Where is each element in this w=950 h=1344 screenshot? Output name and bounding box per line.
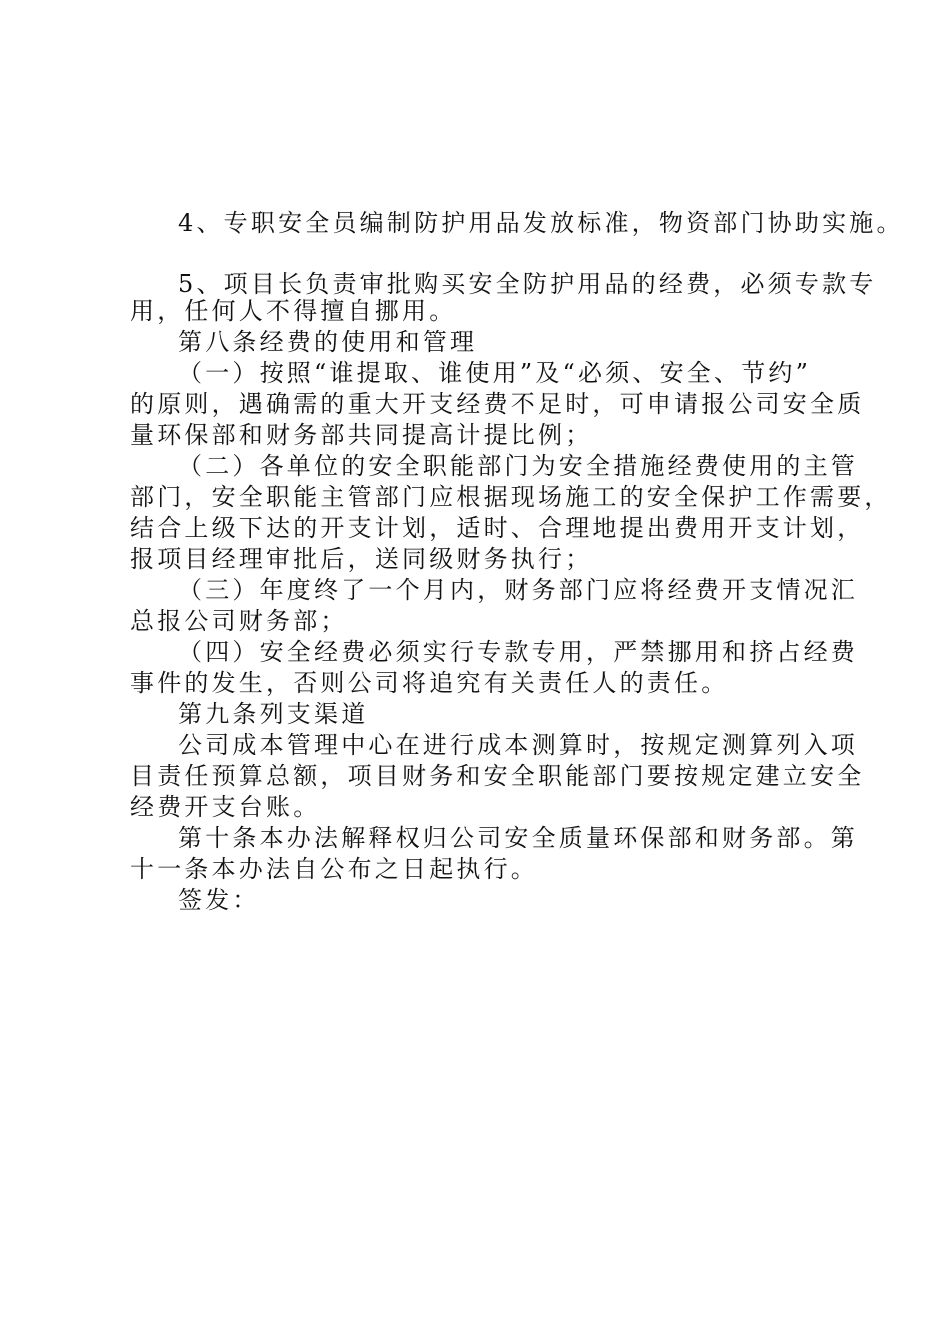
article-10-line-2: 十一条本办法自公布之日起执行。 xyxy=(130,855,538,883)
article-8-para-1-line-3: 量环保部和财务部共同提高计提比例； xyxy=(130,421,593,449)
item-4-line: 4、专职安全员编制防护用品发放标准，物资部门协助实施。 xyxy=(178,209,904,237)
article-9-para-line-2: 目责任预算总额，项目财务和安全职能部门要按规定建立安全 xyxy=(130,762,865,790)
article-8-para-4-line-2: 事件的发生，否则公司将追究有关责任人的责任。 xyxy=(130,669,729,697)
article-8-para-4-line-1: （四）安全经费必须实行专款专用，严禁挪用和挤占经费 xyxy=(178,638,858,666)
article-9-para-line-3: 经费开支台账。 xyxy=(130,793,321,821)
article-9-heading: 第九条列支渠道 xyxy=(178,700,369,728)
signature-label: 签发： xyxy=(178,886,260,914)
article-8-heading: 第八条经费的使用和管理 xyxy=(178,328,478,356)
article-8-para-2-line-3: 结合上级下达的开支计划，适时、合理地提出费用开支计划， xyxy=(130,514,865,542)
article-8-para-3-line-2: 总报公司财务部； xyxy=(130,607,348,635)
item-5-line-1: 5、项目长负责审批购买安全防护用品的经费，必须专款专 xyxy=(178,270,877,298)
article-8-para-2-line-4: 报项目经理审批后，送同级财务执行； xyxy=(130,545,593,573)
article-10-line-1: 第十条本办法解释权归公司安全质量环保部和财务部。第 xyxy=(178,824,858,852)
item-5-line-2: 用，任何人不得擅自挪用。 xyxy=(130,297,457,325)
article-8-para-2-line-1: （二）各单位的安全职能部门为安全措施经费使用的主管 xyxy=(178,452,858,480)
article-9-para-line-1: 公司成本管理中心在进行成本测算时，按规定测算列入项 xyxy=(178,731,858,759)
article-8-para-2-line-2: 部门，安全职能主管部门应根据现场施工的安全保护工作需要， xyxy=(130,483,892,511)
article-8-para-1-line-2: 的原则，遇确需的重大开支经费不足时，可申请报公司安全质 xyxy=(130,390,865,418)
article-8-para-3-line-1: （三）年度终了一个月内，财务部门应将经费开支情况汇 xyxy=(178,576,858,604)
article-8-para-1-line-1: （一）按照“谁提取、谁使用”及“必须、安全、节约” xyxy=(178,359,812,387)
